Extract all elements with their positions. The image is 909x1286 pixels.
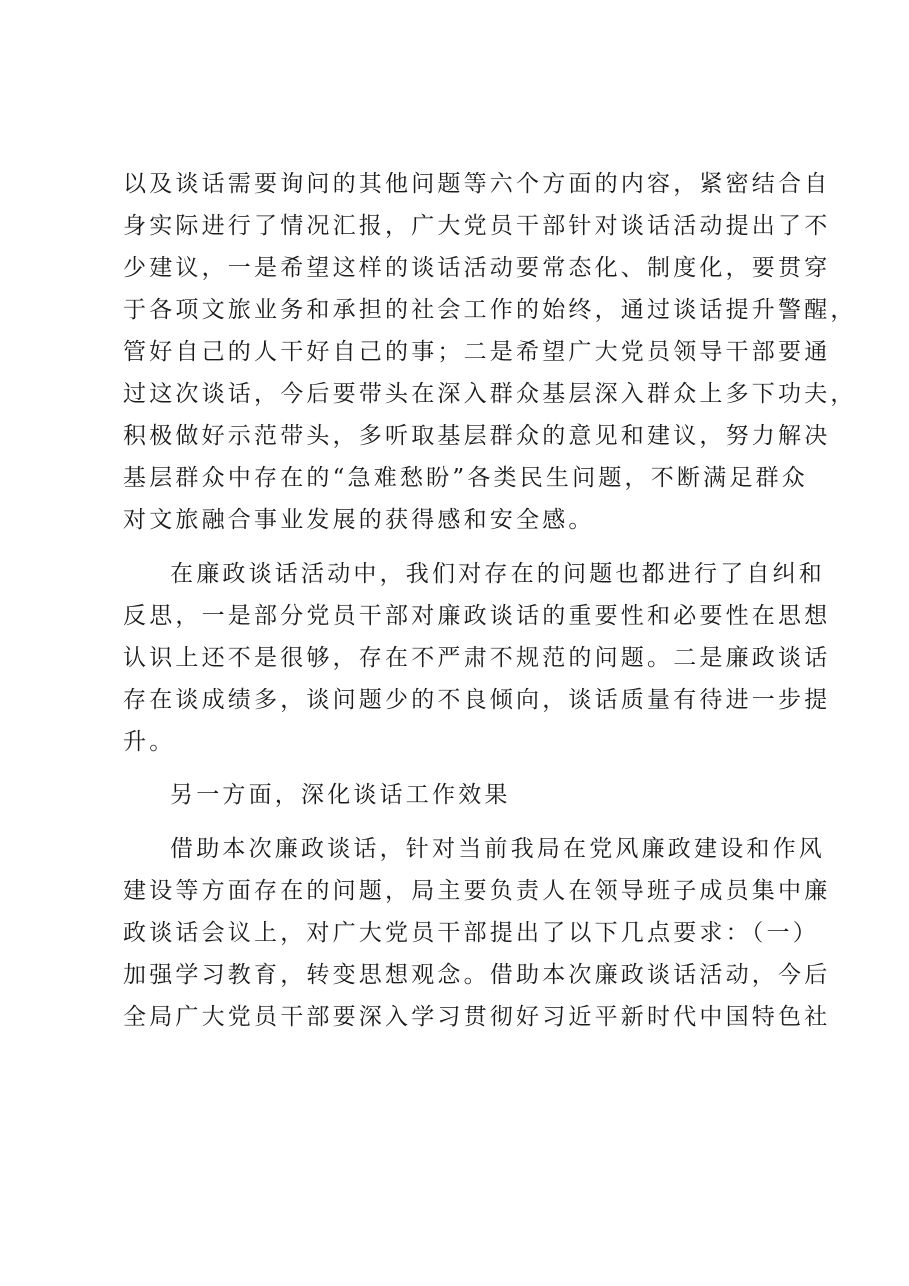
paragraph-3 bbox=[123, 828, 831, 1038]
text-line: 存在谈成绩多，谈问题少的不良倾向，谈话质量有待进一步提 bbox=[123, 686, 831, 713]
paragraph-spacer bbox=[123, 763, 803, 775]
heading-text: 另一方面，深化谈话工作效果 bbox=[170, 782, 511, 808]
text-line: 反思，一是部分党员干部对廉政谈话的重要性和必要性在思想 bbox=[123, 602, 831, 629]
text-line: 建设等方面存在的问题，局主要负责人在领导班子成员集中廉 bbox=[123, 877, 831, 904]
section-heading bbox=[123, 774, 803, 816]
document-body bbox=[123, 163, 857, 1038]
text-line: 基层群众中存在的“急难愁盼”各类民生问题，不断满足群众 bbox=[123, 465, 808, 491]
text-line: 在廉政谈话活动中，我们对存在的问题也都进行了自纠和 bbox=[170, 560, 825, 587]
text-line: 对文旅融合事业发展的获得感和安全感。 bbox=[123, 507, 595, 533]
text-line: 过这次谈话，今后要带头在深入群众基层深入群众上多下功夫， bbox=[123, 381, 857, 407]
text-line: 以及谈话需要询问的其他问题等六个方面的内容，紧密结合自 bbox=[123, 171, 831, 197]
text-line: 少建议，一是希望这样的谈话活动要常态化、制度化，要贯穿 bbox=[123, 255, 831, 281]
text-line: 加强学习教育，转变思想观念。借助本次廉政谈话活动，今后 bbox=[123, 961, 831, 988]
text-line: 管好自己的人干好自己的事；二是希望广大党员领导干部要通 bbox=[123, 339, 831, 365]
paragraph-spacer bbox=[123, 816, 803, 828]
paragraph-spacer bbox=[123, 541, 803, 553]
paragraph-2 bbox=[123, 553, 831, 763]
text-line: 积极做好示范带头，多听取基层群众的意见和建议，努力解决 bbox=[123, 423, 831, 449]
text-line: 借助本次廉政谈话，针对当前我局在党风廉政建设和作风 bbox=[170, 835, 825, 862]
text-line: 身实际进行了情况汇报，广大党员干部针对谈话活动提出了不 bbox=[123, 213, 831, 239]
text-line: 升。 bbox=[123, 728, 176, 755]
text-line: 于各项文旅业务和承担的社会工作的始终，通过谈话提升警醒， bbox=[123, 297, 857, 323]
text-line: 全局广大党员干部要深入学习贯彻好习近平新时代中国特色社 bbox=[123, 1003, 831, 1030]
paragraph-1 bbox=[123, 163, 857, 541]
text-line: 政谈话会议上，对广大党员干部提出了以下几点要求：（一） bbox=[123, 919, 819, 946]
text-line: 认识上还不是很够，存在不严肃不规范的问题。二是廉政谈话 bbox=[123, 644, 831, 671]
